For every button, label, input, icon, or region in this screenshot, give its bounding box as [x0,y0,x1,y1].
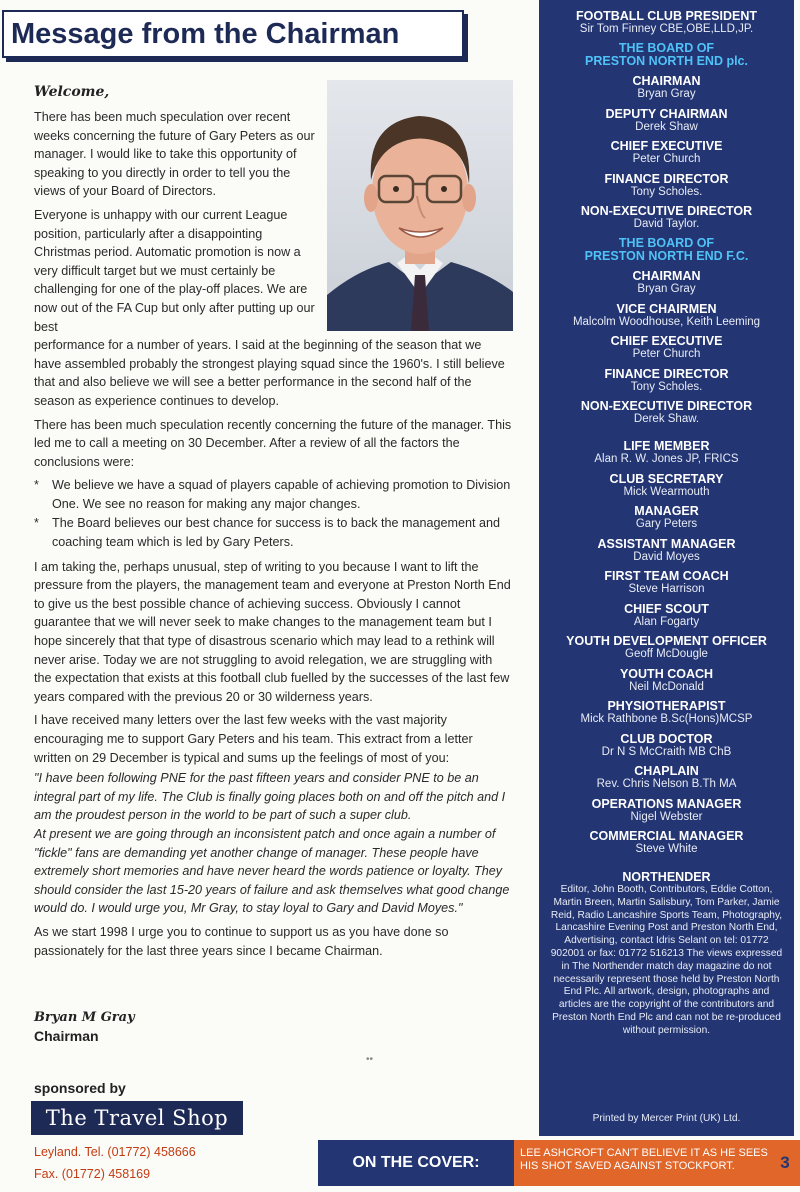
sponsor-fax: Fax. (01772) 458169 [34,1167,151,1181]
sidebar-role: CHIEF EXECUTIVE [610,139,723,153]
sidebar-role: FINANCE DIRECTOR [604,367,729,381]
sidebar-name: Tony Scholes. [630,186,703,198]
plc-officer-0 [539,74,794,101]
board-heading-fc [539,237,794,263]
sidebar-name: Peter Church [632,153,701,165]
sidebar-role: FOOTBALL CLUB PRESIDENT [575,9,758,23]
printer-credit [539,1113,794,1124]
sidebar-name: Tony Scholes. [630,381,703,393]
sidebar-role: CHAIRMAN [632,269,701,283]
plc-officer-2 [539,139,794,166]
fc-officer-0 [539,269,794,296]
sidebar-name: Rev. Chris Nelson B.Th MA [596,778,737,790]
northender-credits [539,870,794,1038]
cover-label: ON THE COVER: [318,1140,514,1186]
letter-quote-1: "I have been following PNE for the past fifteen years and consider PNE to be an integral part of my life. The Club is finally going places both on and off the pitch and I am the proudest person in the world to be part of such a super club. [34,771,506,823]
board-heading-plc [539,42,794,68]
staff-2 [539,504,794,531]
fc-officer-1 [539,302,794,329]
sidebar-name: Alan Fogarty [633,616,700,628]
sidebar-name: Steve Harrison [628,583,705,595]
sidebar-role: CLUB DOCTOR [620,732,713,746]
sidebar-name: David Moyes [633,551,700,563]
bullet-text: The Board believes our best chance for success is to back the management and coaching team which is led by Gary Peters. [52,516,501,550]
sidebar-role: VICE CHAIRMEN [616,302,717,316]
letter-body [34,108,512,965]
sidebar-role: DEPUTY CHAIRMAN [605,107,728,121]
sidebar-role: CLUB SECRETARY [609,472,724,486]
board-heading-line: PRESTON NORTH END F.C. [584,249,749,263]
printer-text: Printed by Mercer Print (UK) Ltd. [592,1113,741,1124]
fc-officer-3 [539,367,794,394]
staff-4 [539,569,794,596]
cover-caption-bar [318,1140,800,1186]
sidebar-role: COMMERCIAL MANAGER [589,829,744,843]
sidebar-name: Dr N S McCraith MB ChB [601,746,732,758]
sidebar-name: Mick Rathbone B.Sc(Hons)MCSP [580,713,753,725]
plc-officer-3 [539,172,794,199]
sidebar-role: YOUTH COACH [619,667,714,681]
sidebar-name: Neil McDonald [629,681,704,693]
letter-quote-2: At present we are going through an inconsistent patch and once again a number of "fickle" fans are demanding yet another change of manager. These people have extremely short memories and have never heard the words patience or loyalty. They should consider the last 15-20 years of failure and ask themselves what good change would do. I would urge you, Mr Gray, to stay loyal to Gary and David Moyes." [34,826,510,916]
sidebar-role: CHAPLAIN [634,764,699,778]
sponsor-label: sponsored by [34,1080,126,1096]
sidebar-name: David Taylor. [633,218,700,230]
bullet-text: We believe we have a squad of players capable of achieving promotion to Division One. We see no reason for making any major changes. [52,478,511,511]
sidebar-role: YOUTH DEVELOPMENT OFFICER [566,634,767,648]
president-block [539,9,794,36]
sidebar-name: Steve White [635,843,698,855]
staff-3 [539,537,794,564]
list-item [34,514,512,551]
sidebar-role: FIRST TEAM COACH [604,569,729,583]
paragraph-1: There has been much speculation over recent weeks concerning the future of Gary Peters as our manager. I would like to take this opportunity of speaking to you directly in order to tell you the views of your Board of Directors. [34,110,315,199]
conclusions-list [34,476,512,551]
sponsor-telephone: Leyland. Tel. (01772) 458666 [34,1145,196,1159]
list-item [34,476,512,513]
bullet-marker: * [34,516,39,531]
sidebar-role: LIFE MEMBER [623,439,710,453]
signature: Bryan M Gray [34,1010,135,1025]
title-box [2,10,464,58]
sidebar-role: MANAGER [634,504,699,518]
staff-8 [539,699,794,726]
plc-officer-4 [539,204,794,231]
paragraph-5: I have received many letters over the last few weeks with the vast majority encouraging me to support Gary Peters and his team. This extract from a letter written on 29 December is typical and sums up the feelings of most of you: [34,713,473,765]
staff-1 [539,472,794,499]
sidebar-name: Bryan Gray [637,88,696,100]
staff-0 [539,439,794,466]
sidebar-name: Sir Tom Finney CBE,OBE,LLD,JP. [579,23,754,35]
sidebar-role: FINANCE DIRECTOR [604,172,729,186]
sidebar-role: ASSISTANT MANAGER [597,537,736,551]
paragraph-4: I am taking the, perhaps unusual, step of writing to you because I want to lift the pressure from the players, the management team and everyone at Preston North End to give us the best possible chance of achieving success. Obviously I cannot guarantee that we will never seek to make changes to the management team but I hope sincerely that that type of disastrous scenario which may lead to a rethink will never arise. Today we are not struggling to avoid relegation, we are struggling with the expectation that exists at this football club fuelled by the successes of the last few years compared with the previous 20 or 30 wilderness years. [34,559,511,704]
signature-role: Chairman [34,1028,99,1044]
sidebar-role: NON-EXECUTIVE DIRECTOR [580,399,753,413]
sidebar-name: Derek Shaw. [633,413,700,425]
staff-9 [539,732,794,759]
staff-6 [539,634,794,661]
sidebar-name: Peter Church [632,348,701,360]
paragraph-2b: performance for a number of years. I said at the beginning of the season that we have assembled probably the strongest playing squad since the 1960's. I still believe that and also believe we will see a better performance in the second half of the season as experience continues to develop. [34,338,505,408]
page-mark: •• [366,1054,374,1065]
staff-10 [539,764,794,791]
bullet-marker: * [34,478,39,493]
sidebar-name: Geoff McDougle [625,648,708,660]
cover-caption: LEE ASHCROFT CAN'T BELIEVE IT AS HE SEES HIS SHOT SAVED AGAINST STOCKPORT. [514,1140,770,1186]
sidebar-name: Alan R. W. Jones JP, FRICS [594,453,739,465]
sidebar-name: Malcolm Woodhouse, Keith Leeming [572,316,761,328]
sidebar-name: Nigel Webster [630,811,703,823]
sidebar-name: Derek Shaw [635,121,698,133]
fc-officer-4 [539,399,794,426]
staff-12 [539,829,794,856]
paragraph-3: There has been much speculation recently concerning the future of the manager. This led me to call a meeting on 30 December. After a review of all the factors the conclusions were: [34,417,512,469]
sidebar-name: Bryan Gray [637,283,696,295]
northender-title: NORTHENDER [622,870,711,884]
staff-5 [539,602,794,629]
staff-11 [539,797,794,824]
northender-text: Editor, John Booth, Contributors, Eddie Cotton, Martin Breen, Martin Salisbury, Tom Parker, Jamie Reid, Radio Lancashire Sports Team, Photography, Lancashire Evening Post and Preston North End, Advertising, contact Idris Selant on tel: 01772 902001 or fax: 01772 516213 The views expressed in The Northender match day magazine do not necessarily represent those held by Preston North End Plc. All artwork, design, photographs and articles are the copyright of the contributors and Preston North End Plc and can not be re-produced without permission. [550,884,783,1036]
club-officials-sidebar [539,0,794,1136]
sidebar-name: Gary Peters [635,518,698,530]
staff-7 [539,667,794,694]
paragraph-6: As we start 1998 I urge you to continue to support us as you have done so passionately for the last three years since I became Chairman. [34,924,449,958]
sidebar-role: CHIEF SCOUT [624,602,709,616]
board-heading-line: THE BOARD OF [618,41,715,55]
paragraph-2a: Everyone is unhappy with our current League position, particularly after a disappointing Christmas period. Automatic promotion is now a very difficult target but we must certainly be challenging for one of the play-off places. We are now out of the FA Cup but only after putting up our best [34,207,315,334]
sidebar-name: Mick Wearmouth [623,486,710,498]
sidebar-role: NON-EXECUTIVE DIRECTOR [580,204,753,218]
plc-officer-1 [539,107,794,134]
sidebar-role: CHIEF EXECUTIVE [610,334,723,348]
sponsor-logo: The Travel Shop [31,1101,243,1135]
sidebar-role: CHAIRMAN [632,74,701,88]
welcome-greeting: Welcome, [34,84,110,100]
sidebar-role: PHYSIOTHERAPIST [607,699,726,713]
fc-officer-2 [539,334,794,361]
page-title: Message from the Chairman [11,18,400,50]
board-heading-line: THE BOARD OF [618,236,715,250]
sidebar-role: OPERATIONS MANAGER [591,797,742,811]
board-heading-line: PRESTON NORTH END plc. [585,54,748,68]
page-number: 3 [770,1140,800,1186]
